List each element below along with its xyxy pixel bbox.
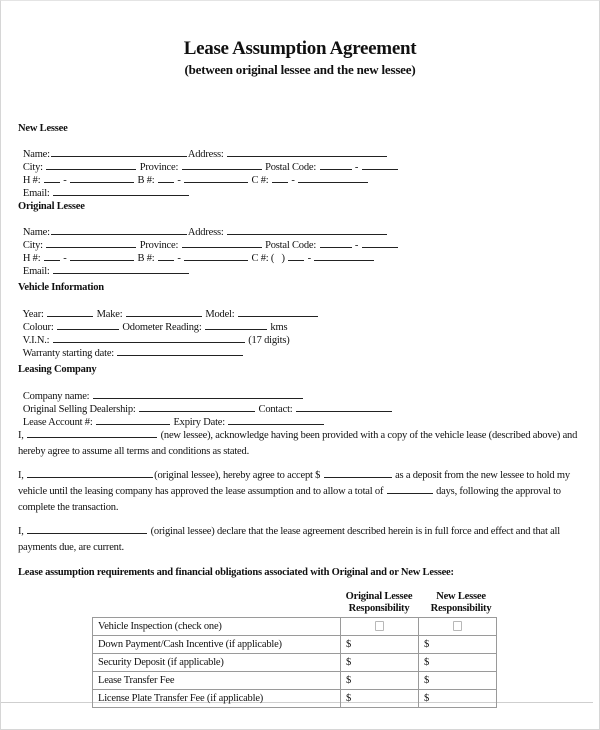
original-lessee-c-number-field[interactable]	[314, 251, 374, 261]
cell-phone-label: C #:	[251, 175, 269, 186]
colour-label: Colour:	[22, 322, 54, 333]
original-lessee-amount-cell[interactable]: $	[341, 690, 419, 708]
statement-original-lessee-deposit	[18, 468, 578, 516]
vehicle-heading: Vehicle Information	[18, 282, 104, 293]
days-field[interactable]	[387, 484, 433, 494]
checkbox-icon[interactable]	[453, 621, 462, 631]
vehicle-row-warranty	[18, 333, 244, 360]
postal-code-label: Postal Code:	[265, 240, 317, 251]
original-lessee-c-area-field[interactable]	[288, 251, 304, 261]
new-lessee-inspection-cell	[419, 618, 497, 636]
statement-new-lessee	[18, 428, 578, 460]
vehicle-warranty-field[interactable]	[117, 346, 243, 356]
original-lessee-declaration-name-field[interactable]	[27, 524, 147, 534]
company-name-label: Company name:	[22, 391, 90, 402]
document-subtitle: (between original lessee and the new lessee)	[184, 62, 416, 77]
home-phone-label: H #:	[22, 253, 41, 264]
new-lessee-amount-cell[interactable]: $	[419, 672, 497, 690]
requirements-table	[92, 617, 497, 708]
column-header-original-lessee	[336, 591, 422, 615]
column-header-line: New Lessee	[436, 591, 486, 602]
vin-label: V.I.N.:	[22, 335, 50, 346]
original-lessee-email-field[interactable]	[53, 264, 189, 274]
new-lessee-row-city: City: Province: Postal Code: -	[18, 147, 399, 174]
statement-original-lessee-declaration	[18, 524, 578, 556]
lease-account-field[interactable]	[96, 415, 170, 425]
requirements-heading: Lease assumption requirements and financial obligations associated with Original and or New Lessee:	[18, 567, 454, 578]
year-label: Year:	[22, 309, 44, 320]
city-label: City:	[22, 240, 43, 251]
dealership-label: Original Selling Dealership:	[22, 404, 136, 415]
statement-prefix: I,	[18, 430, 24, 441]
new-lessee-heading: New Lessee	[18, 123, 68, 134]
new-lessee-amount-cell[interactable]: $	[419, 690, 497, 708]
model-label: Model:	[205, 309, 235, 320]
new-lessee-amount-cell[interactable]: $	[419, 636, 497, 654]
statement-prefix: I,	[18, 526, 24, 537]
city-label: City:	[22, 162, 43, 173]
row-label: License Plate Transfer Fee (if applicable)	[93, 690, 341, 708]
original-lessee-heading: Original Lessee	[18, 201, 85, 212]
table-row	[93, 618, 497, 636]
table-row	[93, 636, 497, 654]
document-title: Lease Assumption Agreement	[183, 38, 417, 59]
odometer-label: Odometer Reading:	[122, 322, 202, 333]
postal-code-label: Postal Code:	[265, 162, 317, 173]
original-lessee-row-city: City: Province: Postal Code: -	[18, 225, 399, 252]
new-lessee-row-phones: H #: - B #: - C #: -	[18, 160, 369, 187]
business-phone-label: B #:	[137, 253, 155, 264]
expiry-date-field[interactable]	[228, 415, 324, 425]
make-label: Make:	[96, 309, 123, 320]
leasing-company-heading: Leasing Company	[18, 364, 97, 375]
province-label: Province:	[139, 240, 179, 251]
row-label: Down Payment/Cash Incentive (if applicable)	[93, 636, 341, 654]
row-label: Security Deposit (if applicable)	[93, 654, 341, 672]
table-row	[93, 672, 497, 690]
original-lessee-amount-cell[interactable]: $	[341, 672, 419, 690]
new-lessee-c-area-field[interactable]	[272, 173, 288, 183]
column-header-new-lessee	[420, 591, 502, 615]
column-header-line: Responsibility	[430, 603, 492, 614]
statement-text: as a deposit from the new lessee to hold my vehicle until the leasing company has approved the lease assumption and to allow a total of	[18, 470, 570, 497]
original-lessee-amount-cell[interactable]: $	[341, 654, 419, 672]
statement-text: (original lessee), hereby agree to accept $	[154, 470, 321, 481]
row-label: Vehicle Inspection (check one)	[93, 618, 341, 636]
cell-phone-label: C #: ( )	[251, 253, 285, 264]
statement-text: days, following the approval to complete the transaction.	[18, 486, 561, 513]
new-lessee-email-field[interactable]	[53, 186, 189, 196]
lease-account-label: Lease Account #:	[22, 417, 93, 428]
original-lessee-row-phones: H #: - B #: - C #: ( ) -	[18, 238, 375, 265]
new-lessee-c-number-field[interactable]	[298, 173, 368, 183]
address-label: Address:	[187, 227, 224, 238]
name-label: Name:	[22, 227, 50, 238]
vin-note: (17 digits)	[248, 335, 290, 346]
checkbox-icon[interactable]	[375, 621, 384, 631]
row-label: Lease Transfer Fee	[93, 672, 341, 690]
table-row	[93, 690, 497, 708]
original-lessee-b-number-field[interactable]	[184, 251, 248, 261]
new-lessee-b-number-field[interactable]	[184, 173, 248, 183]
statement-text: (original lessee) declare that the lease agreement described herein is in full force and effect and that all payments due, are current.	[18, 526, 560, 553]
home-phone-label: H #:	[22, 175, 41, 186]
email-label: Email:	[22, 266, 50, 277]
statement-prefix: I,	[18, 470, 24, 481]
table-row	[93, 654, 497, 672]
original-lessee-inspection-cell	[341, 618, 419, 636]
business-phone-label: B #:	[137, 175, 155, 186]
name-label: Name:	[22, 149, 50, 160]
contact-label: Contact:	[258, 404, 293, 415]
new-lessee-amount-cell[interactable]: $	[419, 654, 497, 672]
kms-unit: kms	[270, 322, 288, 333]
deposit-amount-field[interactable]	[324, 468, 392, 478]
warranty-label: Warranty starting date:	[22, 348, 115, 359]
column-header-line: Responsibility	[348, 603, 410, 614]
address-label: Address:	[187, 149, 224, 160]
expiry-date-label: Expiry Date:	[173, 417, 225, 428]
new-lessee-row-email	[18, 173, 190, 200]
column-header-line: Original Lessee	[345, 591, 413, 602]
email-label: Email:	[22, 188, 50, 199]
leasing-company-row-account	[18, 402, 325, 429]
original-lessee-amount-cell[interactable]: $	[341, 636, 419, 654]
statement-text: (new lessee), acknowledge having been provided with a copy of the vehicle lease (described above) and hereby agree to assume all terms and conditions as stated.	[18, 430, 578, 457]
original-lessee-row-email	[18, 251, 190, 278]
province-label: Province:	[139, 162, 179, 173]
new-lessee-signature-name-field[interactable]	[27, 428, 157, 438]
original-lessee-signature-name-field[interactable]	[27, 468, 153, 478]
